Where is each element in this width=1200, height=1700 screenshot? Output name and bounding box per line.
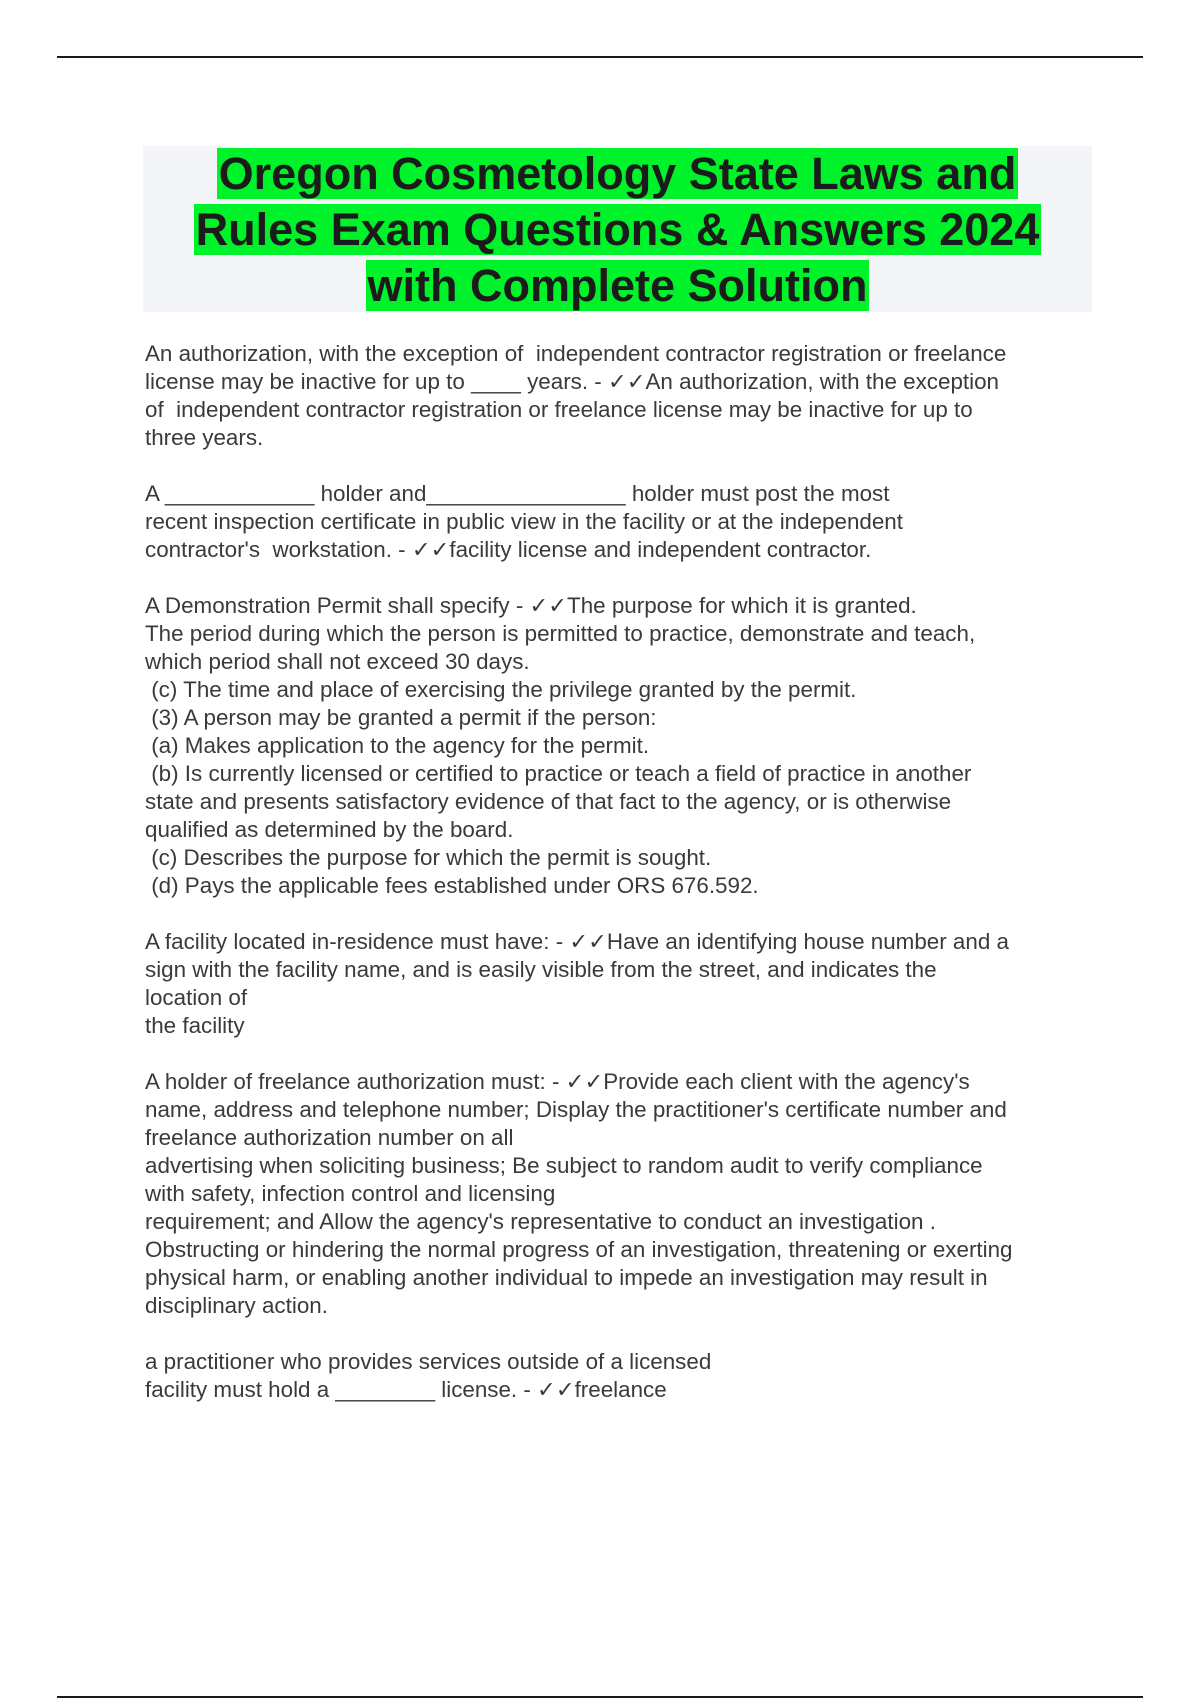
text-line: (c) Describes the purpose for which the permit is sought. [145, 845, 712, 870]
text-line: with safety, infection control and licensing [145, 1181, 556, 1206]
text-line: (a) Makes application to the agency for the permit. [145, 733, 650, 758]
text-line: The period during which the person is permitted to practice, demonstrate and teach, [145, 621, 976, 646]
text-line: a practitioner who provides services outside of a licensed [145, 1349, 712, 1374]
bottom-rule [57, 1696, 1143, 1698]
text-line: (c) The time and place of exercising the privilege granted by the permit. [145, 677, 857, 702]
text-line: requirement; and Allow the agency's representative to conduct an investigation . [145, 1209, 936, 1234]
text-line: physical harm, or enabling another individual to impede an investigation may result in [145, 1265, 988, 1290]
text-line: disciplinary action. [145, 1293, 328, 1318]
text-line: three years. [145, 425, 264, 450]
text-line: A holder of freelance authorization must: - ✓✓Provide each client with the agency's [145, 1069, 970, 1094]
qa-item [145, 928, 1095, 1040]
text-line: state and presents satisfactory evidence of that fact to the agency, or is otherwise [145, 789, 952, 814]
text-line: (3) A person may be granted a permit if the person: [145, 705, 657, 730]
qa-item [145, 340, 1095, 452]
text-line: A Demonstration Permit shall specify - ✓✓The purpose for which it is granted. [145, 593, 917, 618]
text-line: recent inspection certificate in public view in the facility or at the independent [145, 509, 903, 534]
text-line: qualified as determined by the board. [145, 817, 514, 842]
text-line: An authorization, with the exception of independent contractor registration or freelance [145, 341, 1007, 366]
title-line: Oregon Cosmetology State Laws and [218, 148, 1017, 199]
qa-item [145, 1068, 1095, 1320]
text-line: which period shall not exceed 30 days. [145, 649, 530, 674]
text-line: name, address and telephone number; Display the practitioner's certificate number and [145, 1097, 1007, 1122]
qa-list [145, 340, 1095, 1432]
text-line: sign with the facility name, and is easily visible from the street, and indicates the [145, 957, 937, 982]
text-line: advertising when soliciting business; Be subject to random audit to verify compliance [145, 1153, 983, 1178]
document-title [143, 146, 1092, 314]
text-line: freelance authorization number on all [145, 1125, 514, 1150]
text-line: (d) Pays the applicable fees established under ORS 676.592. [145, 873, 759, 898]
text-line: contractor's workstation. - ✓✓facility license and independent contractor. [145, 537, 872, 562]
text-line: license may be inactive for up to ____ years. - ✓✓An authorization, with the exception [145, 369, 999, 394]
qa-item [145, 592, 1095, 900]
text-line: A facility located in-residence must have: - ✓✓Have an identifying house number and a [145, 929, 1009, 954]
text-line: the facility [145, 1013, 245, 1038]
text-line: (b) Is currently licensed or certified to practice or teach a field of practice in another [145, 761, 972, 786]
text-line: location of [145, 985, 248, 1010]
text-line: A ____________ holder and________________ holder must post the most [145, 481, 890, 506]
title-line: with Complete Solution [367, 260, 868, 311]
text-line: of independent contractor registration or freelance license may be inactive for up to [145, 397, 973, 422]
top-rule [57, 56, 1143, 58]
text-line: facility must hold a ________ license. - ✓✓freelance [145, 1377, 667, 1402]
qa-item [145, 1348, 1095, 1404]
text-line: Obstructing or hindering the normal progress of an investigation, threatening or exerting [145, 1237, 1013, 1262]
title-line: Rules Exam Questions & Answers 2024 [195, 204, 1040, 255]
qa-item [145, 480, 1095, 564]
